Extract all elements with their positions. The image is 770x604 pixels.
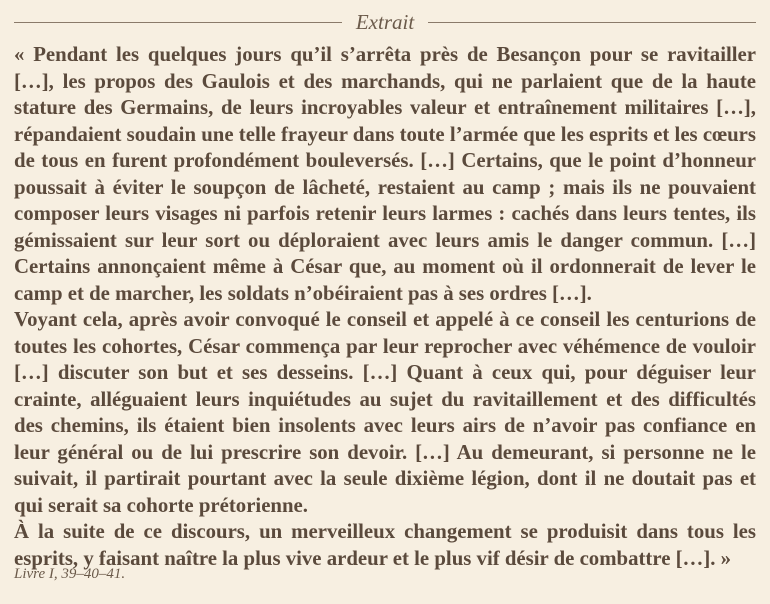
header-rule-right	[428, 22, 756, 23]
extract-header	[14, 7, 756, 37]
header-rule-left	[14, 22, 342, 23]
extract-title: Extrait	[355, 9, 415, 34]
paragraph-2: Voyant cela, après avoir convoqué le conseil et appelé à ce conseil les centurions de toutes les cohortes, César commença par leur reprocher avec véhémence de vouloir […] discuter son but et ses desseins. […] Quant à ceux qui, pour déguiser leur crainte, alléguaient leurs inquiétudes au sujet du ravitaillement et des difficultés des chemins, ils étaient bien insolents avec leurs airs de n’avoir pas confiance en leur général ou de lui prescrire son devoir. […] Au demeurant, si personne ne le suivait, il partirait pourtant avec la seule dixième légion, dont il ne doutait pas et qui serait sa cohorte prétorienne.	[14, 308, 756, 517]
paragraph-1: « Pendant les quelques jours qu’il s’arrêta près de Besançon pour se ravitailler […], les propos des Gaulois et des marchands, qui ne parlaient que de la haute stature des Germains, de leurs incroyables valeur et entraînement militaires […], répandaient soudain une telle frayeur dans toute l’armée que les esprits et les cœurs de tous en furent profondément bouleversés. […] Certains, que le point d’honneur poussait à éviter le soupçon de lâcheté, restaient au camp ; mais ils ne pouvaient composer leurs visages ni parfois retenir leurs larmes : cachés dans leurs tentes, ils gémissaient sur leur sort ou déploraient avec leurs amis le danger commun. […] Certains annonçaient même à César que, au moment où il ordonnerait de lever le camp et de marcher, les soldats n’obéiraient pas à ses ordres […].	[14, 43, 756, 305]
extract-body	[14, 42, 756, 572]
source-citation: Livre I, 39–40–41.	[14, 566, 126, 582]
paragraph-3: À la suite de ce discours, un merveilleux changement se produisit dans tous les esprits, y faisant naître la plus vive ardeur et le plus vif désir de combattre […]. »	[14, 520, 756, 570]
